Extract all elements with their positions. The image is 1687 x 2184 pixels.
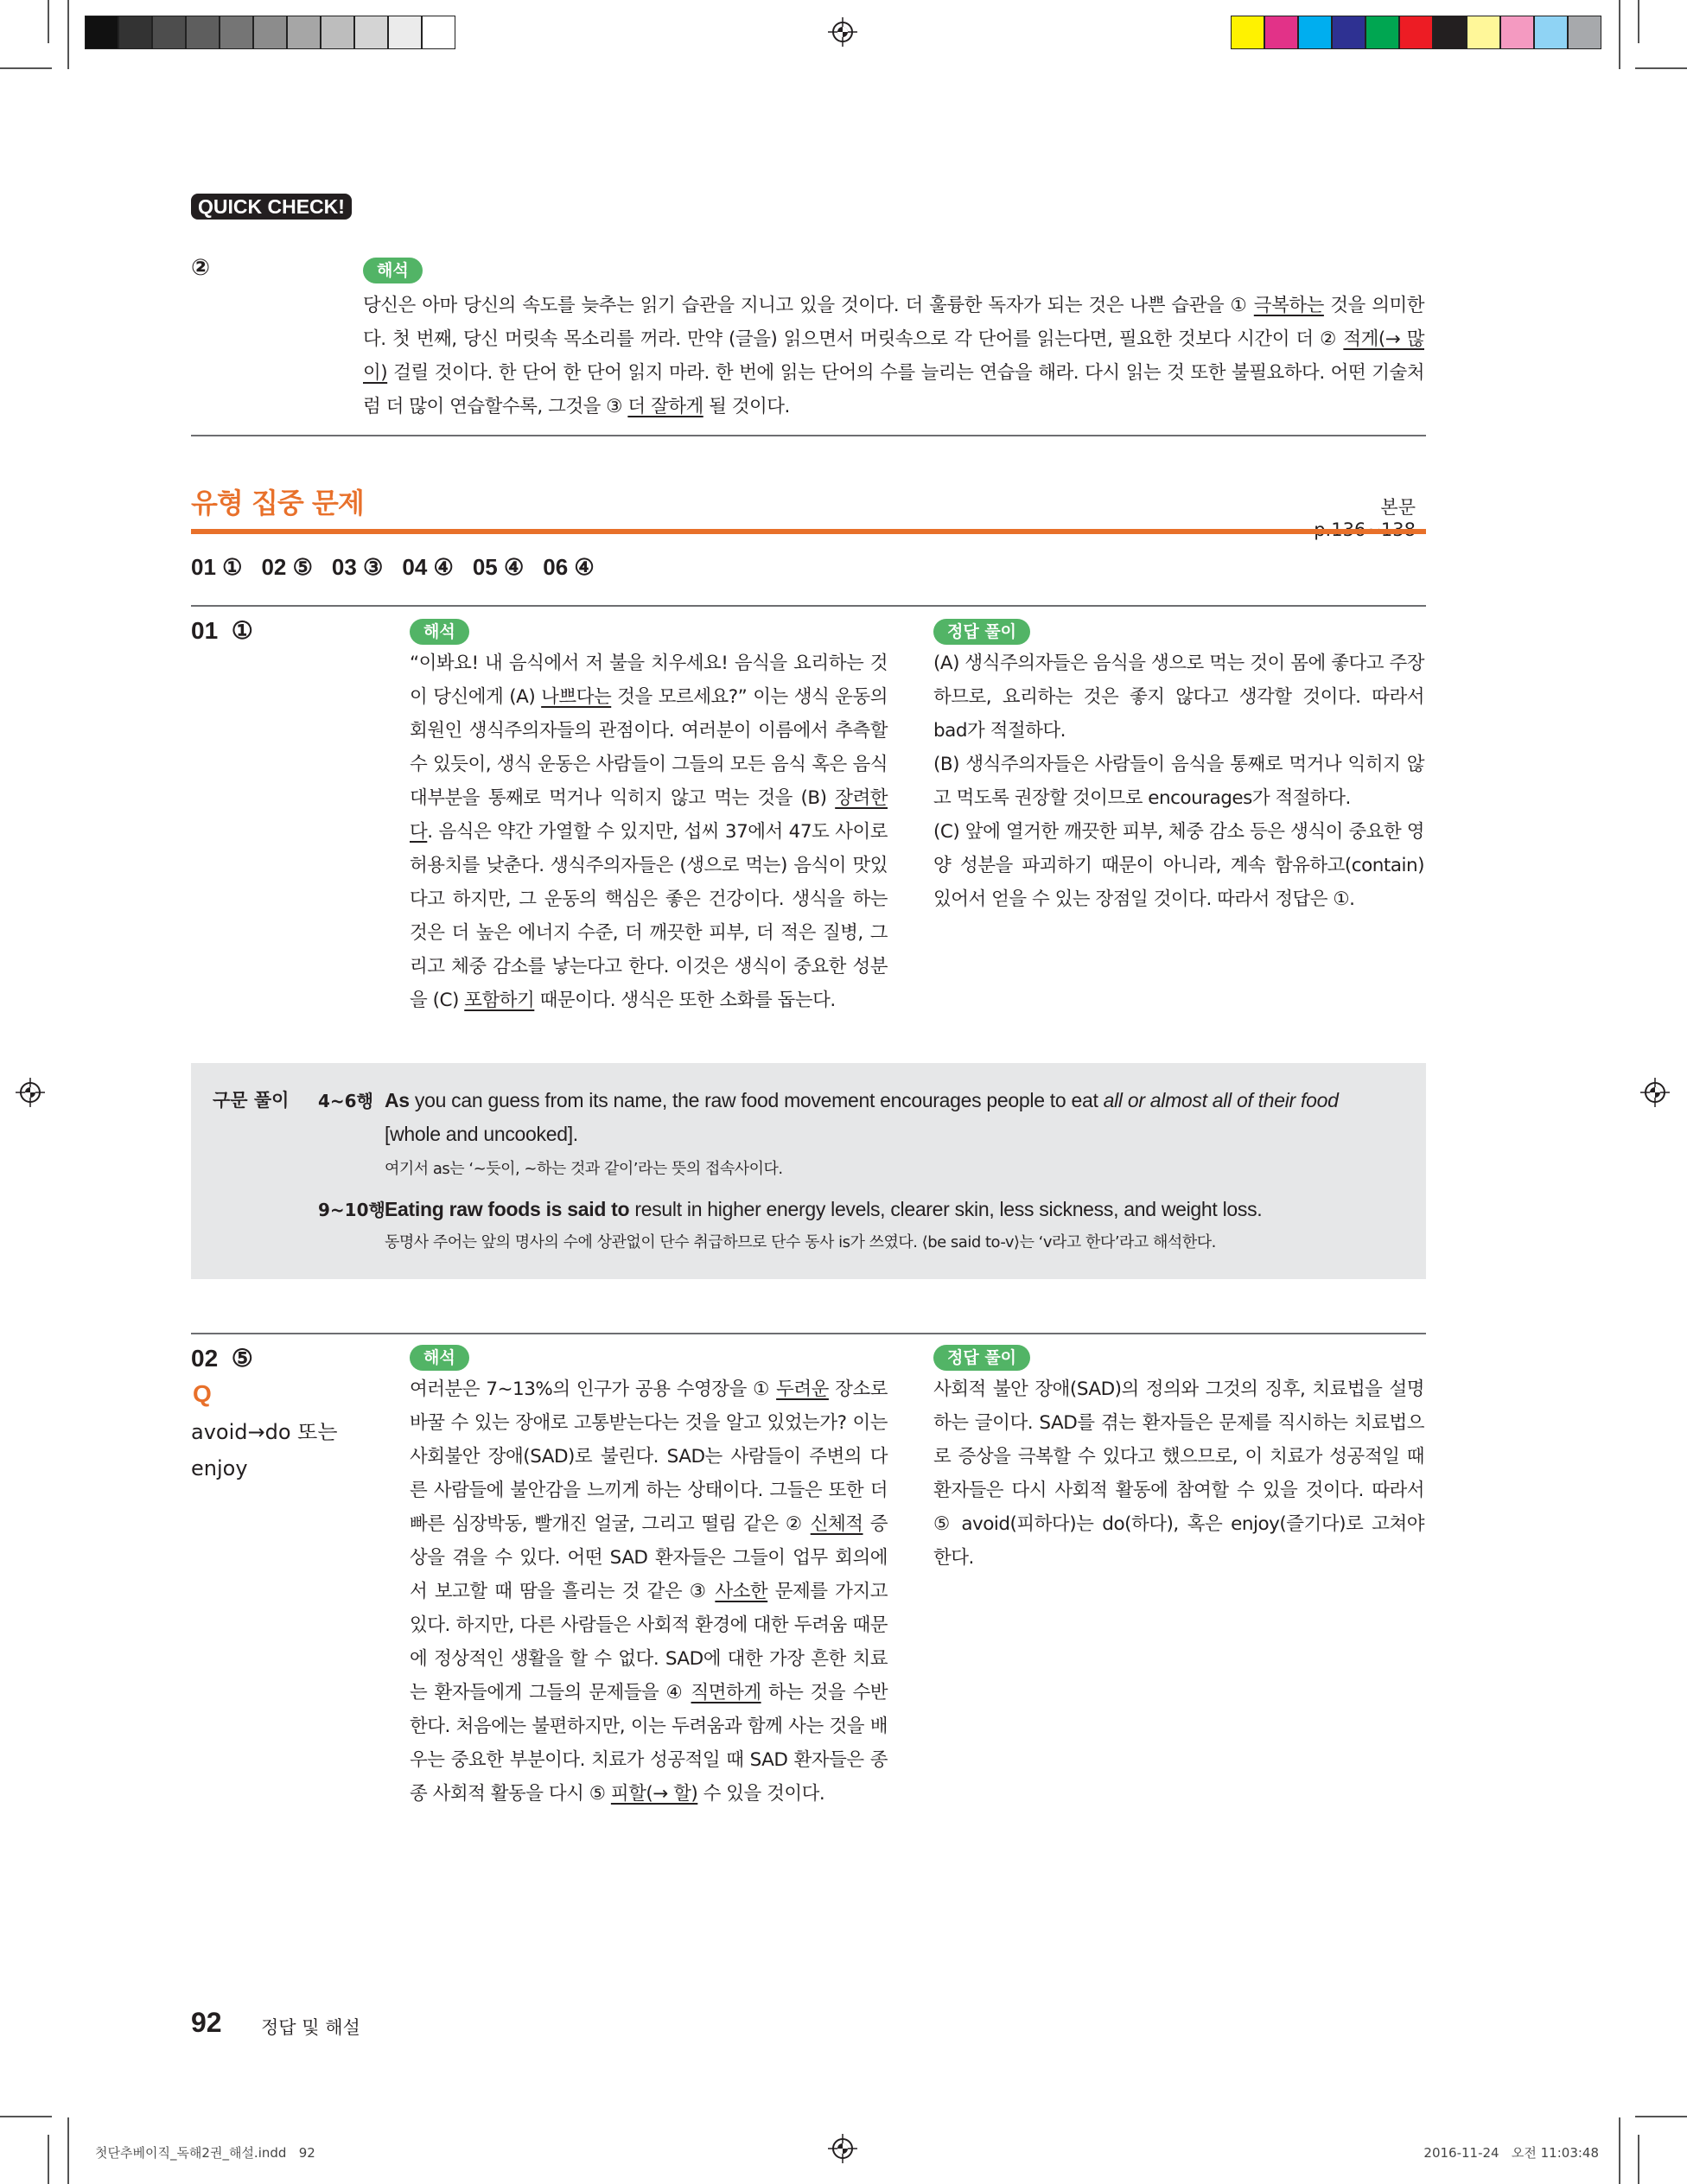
crop-mark bbox=[67, 2117, 69, 2184]
quick-check-logo-text: QUICK CHECK! bbox=[198, 195, 345, 218]
color-swatch bbox=[1298, 16, 1332, 49]
color-swatch bbox=[1467, 16, 1500, 49]
crop-mark bbox=[1638, 2135, 1639, 2184]
answer-item: 02 ⑤ bbox=[261, 554, 313, 580]
divider bbox=[191, 435, 1426, 436]
answer-list bbox=[191, 554, 595, 581]
answer-item: 06 ④ bbox=[543, 554, 595, 580]
file-info: 첫단추베이직_독해2권_해설.indd 92 bbox=[95, 2145, 315, 2161]
crop-mark bbox=[48, 0, 49, 43]
question-q-answer: avoid→do 또는 enjoy bbox=[191, 1420, 338, 1480]
gray-swatch bbox=[152, 16, 186, 49]
question-01-explanation: (A) 생식주의자들은 음식을 생으로 먹는 것이 몸에 좋다고 주장하므로, 요리하는 것은 좋지 않다고 생각할 것이다. 따라서 bad가 적절하다. (B) 생식주의자들은 사람들이 음식을 통째로 먹거나 익히지 않고 먹도록 권장할 것이므로 encourages가 적절하다. (C) 앞에 열거한 깨끗한 피부, 체중 감소 등은 생식이 중요한 영양 성분을 파괴하기 때문이 아니라, 계속 함유하고(contain) 있어서 얻을 수 있는 장점일 것이다. 따라서 정답은 ①. bbox=[933, 653, 1424, 910]
quick-check-logo bbox=[191, 194, 352, 220]
page-label: 정답 및 해설 bbox=[261, 2017, 360, 2038]
crosshair-target-icon bbox=[828, 2134, 857, 2163]
gray-swatch bbox=[85, 16, 118, 49]
grammar-line-ref: 9~10행 bbox=[318, 1200, 385, 1220]
gray-swatch bbox=[220, 16, 253, 49]
grammar-label: 구문 풀이 bbox=[213, 1090, 290, 1111]
grammar-sentence: As you can guess from its name, the raw food movement encourages people to eat all or almost all of their food [whole and uncooked]. bbox=[385, 1089, 1339, 1145]
color-swatch bbox=[1433, 16, 1467, 49]
timestamp: 2016-11-24 오전 11:03:48 bbox=[1423, 2145, 1599, 2161]
answer-explanation-tag: 정답 풀이 bbox=[933, 619, 1030, 645]
crop-mark bbox=[1638, 0, 1639, 43]
answer-item: 01 ① bbox=[191, 554, 243, 580]
quick-check-interpretation: 당신은 아마 당신의 속도를 늦추는 읽기 습관을 지니고 있을 것이다. 더 훌륭한 독자가 되는 것은 나쁜 습관을 ① 극복하는 것을 의미한다. 첫 번째, 당신 머릿속 목소리를 꺼라. 만약 (글을) 읽으면서 머릿속으로 각 단어를 읽는다면, 필요한 것보다 시간이 더 ② 적게(→ 많이) 걸릴 것이다. 한 단어 한 단어 읽지 마라. 한 번에 읽는 단어의 수를 늘리는 연습을 해라. 다시 읽는 것 또한 불필요하다. 어떤 기술처럼 더 많이 연습할수록, 그것을 ③ 더 잘하게 될 것이다. bbox=[363, 295, 1425, 417]
crop-mark bbox=[1635, 67, 1687, 69]
section-rule bbox=[191, 529, 1426, 534]
page-number: 92 bbox=[191, 2007, 222, 2038]
answer-item: 03 ③ bbox=[331, 554, 384, 580]
divider bbox=[191, 1333, 1426, 1334]
crop-mark bbox=[1619, 0, 1620, 69]
crop-mark bbox=[48, 2135, 49, 2184]
answer-item: 05 ④ bbox=[472, 554, 525, 580]
crop-mark bbox=[67, 0, 69, 69]
grammar-line-ref: 4~6행 bbox=[318, 1091, 373, 1111]
crop-mark bbox=[0, 67, 52, 69]
crop-mark bbox=[1635, 2116, 1687, 2117]
color-swatch bbox=[1534, 16, 1568, 49]
divider bbox=[191, 605, 1426, 607]
crosshair-target-icon bbox=[828, 17, 857, 47]
color-swatch bbox=[1332, 16, 1366, 49]
quick-check-answer-number: ② bbox=[191, 255, 211, 281]
color-swatch bbox=[1231, 16, 1264, 49]
interpretation-tag: 해석 bbox=[363, 258, 423, 283]
gray-swatch bbox=[287, 16, 321, 49]
crop-mark bbox=[1619, 2117, 1620, 2184]
color-swatch bbox=[1366, 16, 1399, 49]
color-swatch bbox=[1264, 16, 1298, 49]
question-q-mark: Q bbox=[193, 1380, 212, 1407]
question-02-interpretation: 여러분은 7~13%의 인구가 공용 수영장을 ① 두려운 장소로 바꿀 수 있는 장애로 고통받는다는 것을 알고 있었는가? 이는 사회불안 장애(SAD)로 불린다. SAD는 사람들이 주변의 다른 사람들에 불안감을 느끼게 하는 상태이다. 그들은 또한 더 빠른 심장박동, 빨개진 얼굴, 그리고 떨림 같은 ② 신체적 증상을 겪을 수 있다. 어떤 SAD 환자들은 그들이 업무 회의에서 보고할 때 땀을 흘리는 것 같은 ③ 사소한 문제를 가지고 있다. 하지만, 다른 사람들은 사회적 환경에 대한 두려움 때문에 정상적인 생활을 할 수 없다. SAD에 대한 가장 흔한 치료는 환자들에게 그들의 문제들을 ④ 직면하게 하는 것을 수반한다. 처음에는 불편하지만, 이는 두려움과 함께 사는 것을 배우는 중요한 부분이다. 치료가 성공적일 때 SAD 환자들은 종종 사회적 활동을 다시 ⑤ 피할(→ 할) 수 있을 것이다. bbox=[410, 1379, 888, 1805]
grammar-note: 여기서 as는 ‘~듯이, ~하는 것과 같이’라는 뜻의 접속사이다. bbox=[385, 1160, 783, 1178]
question-02-label: 02 ⑤ bbox=[191, 1345, 253, 1372]
gray-swatch bbox=[186, 16, 220, 49]
question-01-interpretation: “이봐요! 내 음식에서 저 불을 치우세요! 음식을 요리하는 것이 당신에게 (A) 나쁘다는 것을 모르세요?” 이는 생식 운동의 회원인 생식주의자들의 관점이다. 여러분이 이름에서 추측할 수 있듯이, 생식 운동은 사람들이 그들의 모든 음식 혹은 음식 대부분을 통째로 먹거나 익히지 않고 먹는 것을 (B) 장려한다. 음식은 약간 가열할 수 있지만, 섭씨 37에서 47도 사이로 허용치를 낮춘다. 생식주의자들은 (생으로 먹는) 음식이 맛있다고 하지만, 그 운동의 핵심은 좋은 건강이다. 생식을 하는 것은 더 높은 에너지 수준, 더 깨끗한 피부, 더 적은 질병, 그리고 체중 감소를 낳는다고 한다. 이것은 생식이 중요한 성분을 (C) 포함하기 때문이다. 생식은 또한 소화를 돕는다. bbox=[410, 653, 888, 1011]
crosshair-target-icon bbox=[1640, 1078, 1670, 1107]
gray-swatch bbox=[118, 16, 152, 49]
question-02-explanation: 사회적 불안 장애(SAD)의 정의와 그것의 징후, 치료법을 설명하는 글이다. SAD를 겪는 환자들은 문제를 직시하는 치료법으로 증상을 극복할 수 있다고 했으므로, 이 치료가 성공적일 때 환자들은 다시 사회적 활동에 참여할 수 있을 것이다. 따라서 ⑤ avoid(피하다)는 do(하다), 혹은 enjoy(즐기다)로 고쳐야 한다. bbox=[933, 1379, 1424, 1569]
gray-swatch bbox=[354, 16, 388, 49]
crop-mark bbox=[0, 2116, 52, 2117]
page-reference: 본문 bbox=[1380, 497, 1416, 518]
gray-swatch bbox=[388, 16, 422, 49]
color-swatch bbox=[1500, 16, 1534, 49]
gray-swatch bbox=[253, 16, 287, 49]
grammar-note: 동명사 주어는 앞의 명사의 수에 상관없이 단수 취급하므로 단수 동사 is가 쓰였다. ⟨be said to-v⟩는 ‘v라고 한다’라고 해석한다. bbox=[385, 1233, 1216, 1251]
grammar-sentence: Eating raw foods is said to result in higher energy levels, clearer skin, less sickness, and weight loss. bbox=[385, 1198, 1263, 1220]
crosshair-target-icon bbox=[16, 1078, 45, 1107]
color-swatch bbox=[1399, 16, 1433, 49]
gray-swatch bbox=[422, 16, 455, 49]
gray-swatch bbox=[321, 16, 354, 49]
interpretation-tag: 해석 bbox=[410, 1345, 469, 1371]
color-swatch bbox=[1568, 16, 1601, 49]
answer-explanation-tag: 정답 풀이 bbox=[933, 1345, 1030, 1371]
answer-item: 04 ④ bbox=[402, 554, 454, 580]
question-01-label: 01 ① bbox=[191, 617, 253, 644]
interpretation-tag: 해석 bbox=[410, 619, 469, 645]
section-title: 유형 집중 문제 bbox=[191, 487, 364, 519]
